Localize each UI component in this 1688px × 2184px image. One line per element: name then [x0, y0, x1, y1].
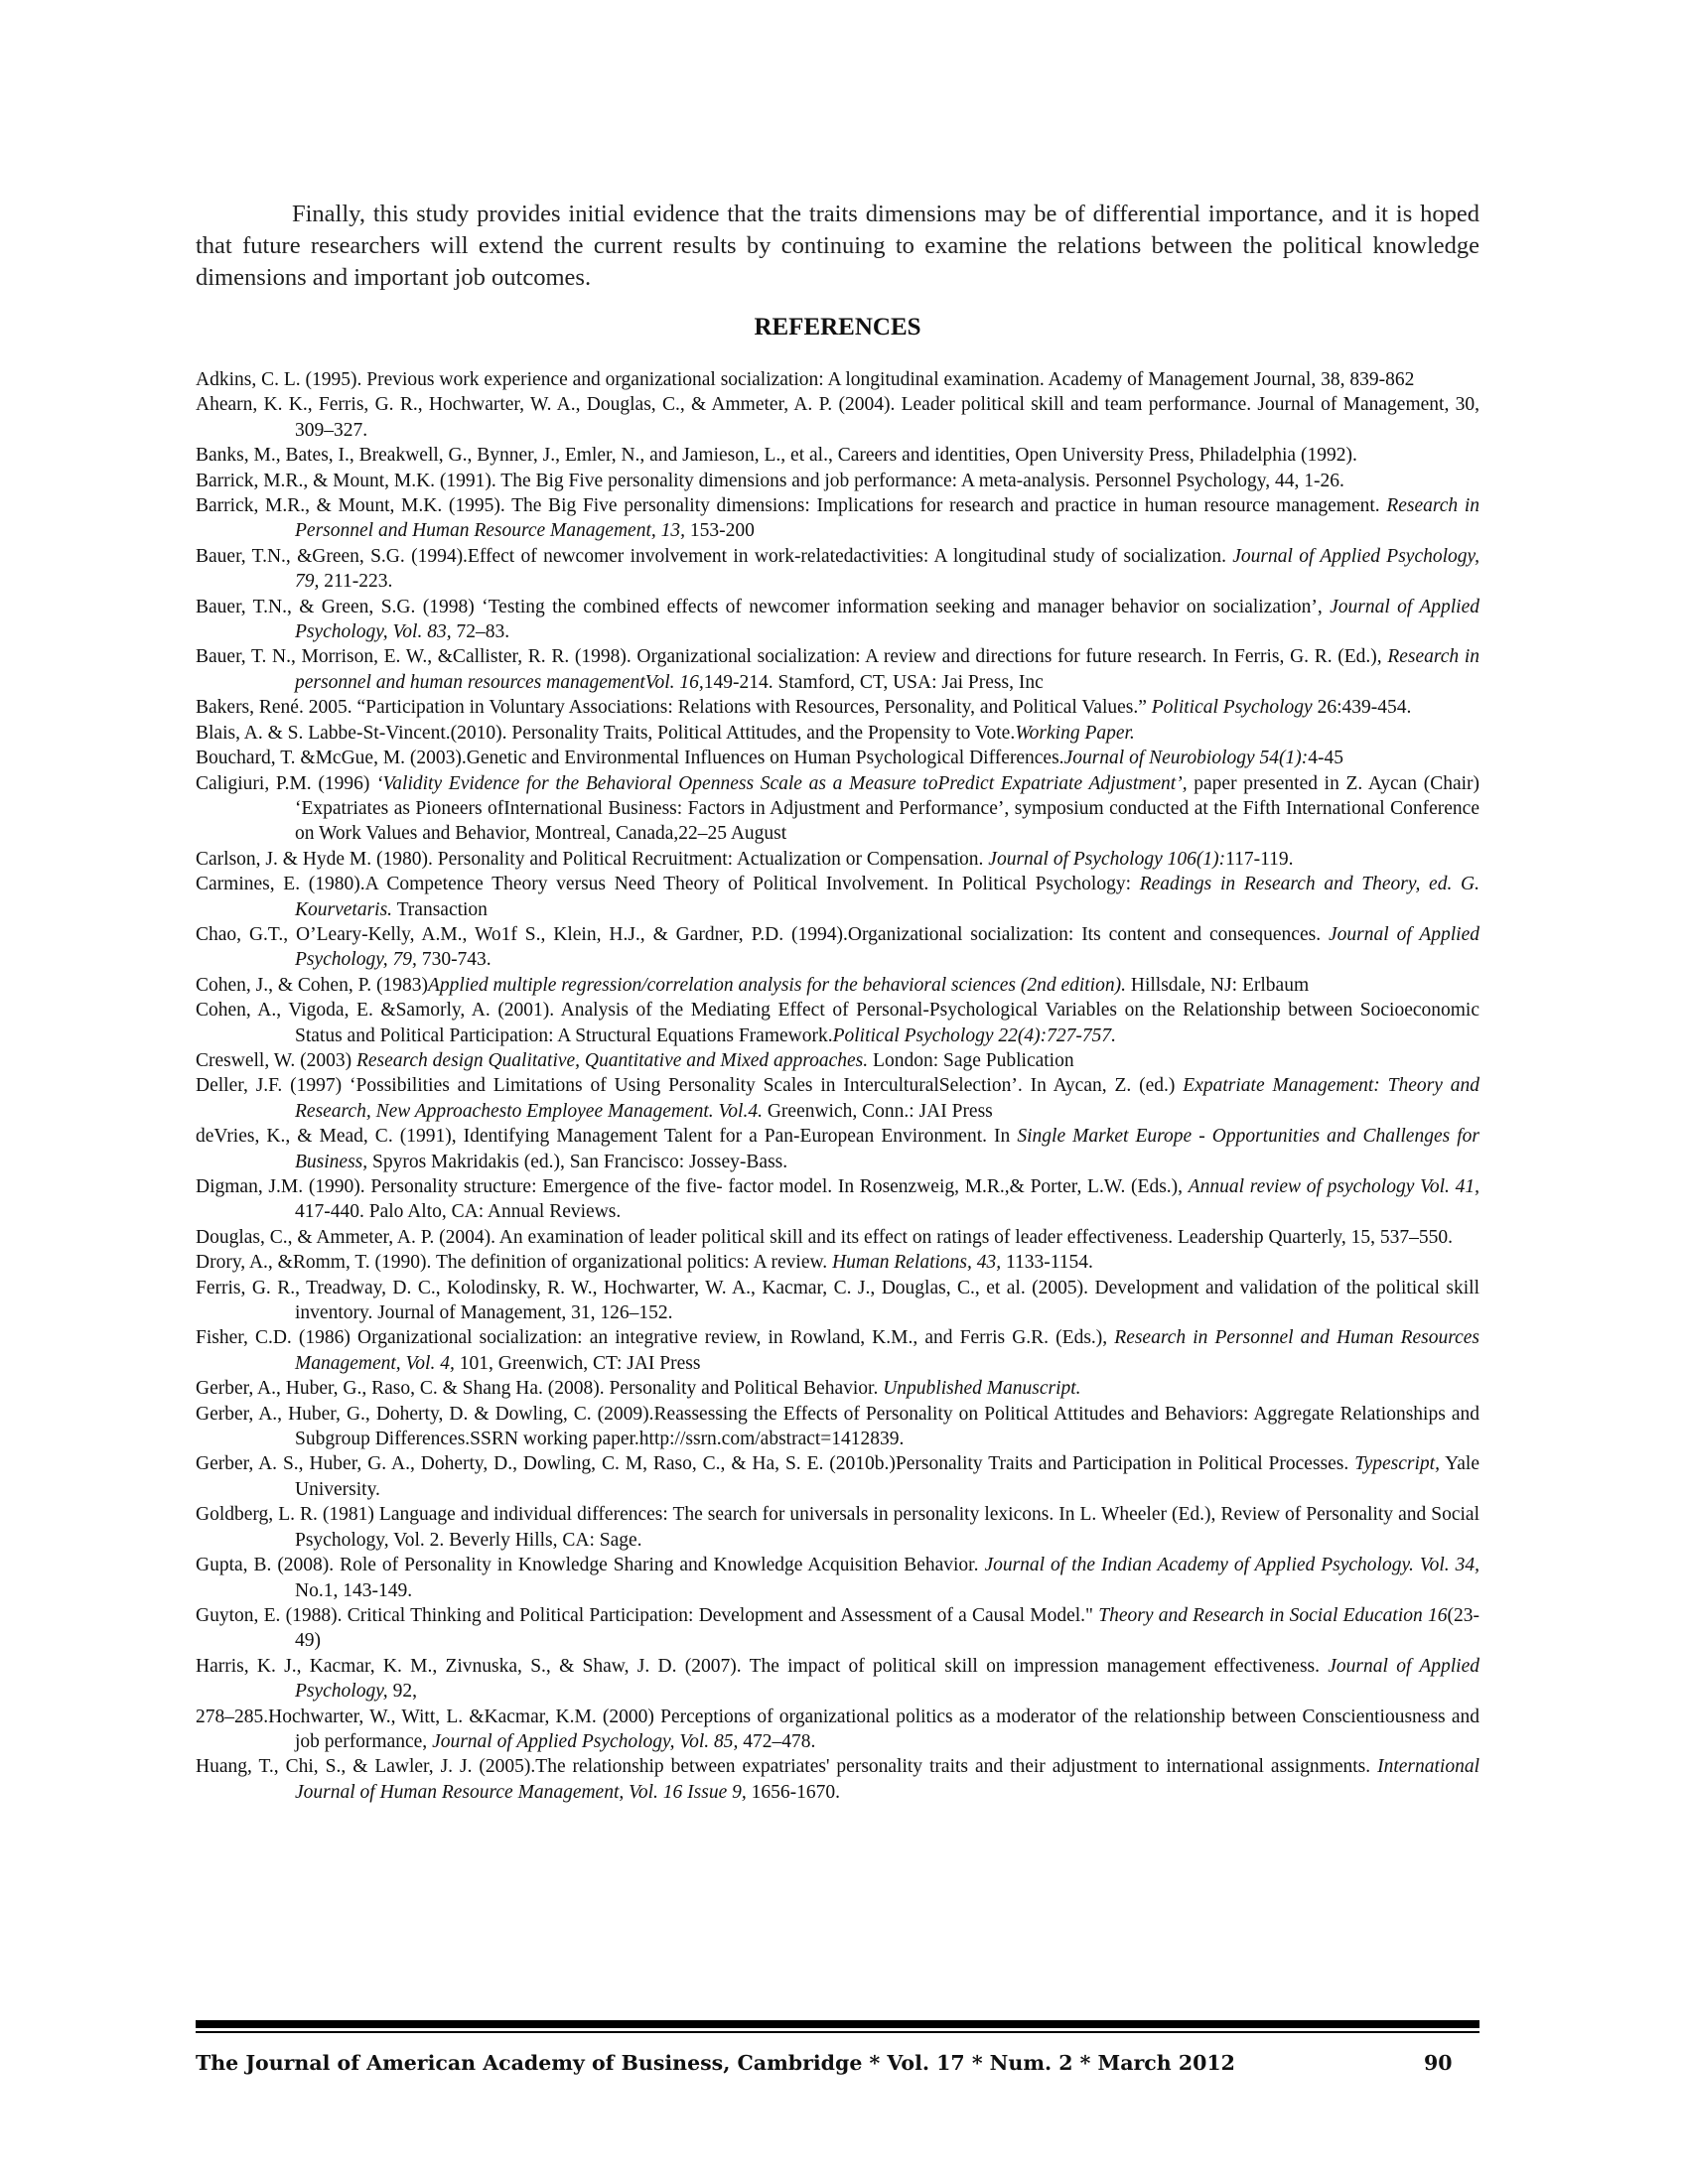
footer-rule-thin [196, 2031, 1479, 2033]
reference-text: Fisher, C.D. (1986) Organizational socialization: an integrative review, in Rowland, K.M., and Ferris G.R. (Eds.), [196, 1327, 1115, 1349]
reference-entry [196, 847, 1479, 872]
reference-entry [196, 367, 1479, 392]
reference-text: Carlson, J. & Hyde M. (1980). Personality and Political Recruitment: Actualization or Compensation. [196, 848, 989, 870]
reference-italic-text: Journal of the Indian Academy of Applied Psychology. Vol. 34, [984, 1555, 1479, 1576]
reference-text: Harris, K. J., Kacmar, K. M., Zivnuska, S., & Shaw, J. D. (2007). The impact of political skill on impression management effectiveness. [196, 1655, 1329, 1677]
reference-entry [196, 695, 1479, 720]
reference-italic-text: Journal of Applied Psychology, 79, [295, 923, 1479, 971]
footer-rule-thick [196, 2020, 1479, 2028]
reference-text: Goldberg, L. R. (1981) Language and individual differences: The search for universals in personality lexicons. In L. Wheeler (Ed.), Review of Personality and Social Psychology, Vol. 2. Beverly Hills, CA: Sage. [196, 1504, 1479, 1551]
reference-italic-text: Single Market Europe - Opportunities and Challenges for Business, [295, 1126, 1480, 1172]
reference-text: 730-743. [416, 949, 492, 971]
reference-italic-text: Readings in Research and Theory, ed. G. Kourvetaris. [295, 874, 1479, 920]
reference-text: Ahearn, K. K., Ferris, G. R., Hochwarter, W. A., Douglas, C., & Ammeter, A. P. (2004). Leader political skill and team performance. Journal of Management, 30, 309–327. [196, 394, 1479, 441]
reference-text: Chao, G.T., O’Leary-Kelly, A.M., Wo1f S., Klein, H.J., & Gardner, P.D. (1994).Organizational socialization: Its content and consequences. [196, 923, 1330, 945]
reference-italic-text: Expatriate Management: Theory and Research, New Approachesto Employee Management. Vol.4. [295, 1075, 1480, 1122]
reference-entry [196, 469, 1479, 493]
reference-italic-text: Applied multiple regression/correlation analysis for the behavioral sciences (2nd edition). [428, 974, 1126, 996]
reference-entry [196, 1250, 1479, 1275]
reference-italic-text: Research design Qualitative, Quantitative and Mixed approaches. [355, 1049, 869, 1071]
reference-text: Blais, A. & S. Labbe-St-Vincent.(2010). Personality Traits, Political Attitudes, and the Propensity to Vote. [196, 722, 1016, 744]
reference-italic-text: Research in personnel and human resources managementVol. 16, [295, 646, 1479, 693]
references-list [196, 367, 1479, 1805]
reference-entry [196, 1603, 1479, 1654]
reference-text: Adkins, C. L. (1995). Previous work experience and organizational socialization: A longitudinal examination. Academy of Management Journal, 38, 839-862 [196, 369, 1415, 390]
reference-text: 1133-1154. [1001, 1252, 1093, 1274]
reference-italic-text: Research in Personnel and Human Resource Management, 13, [295, 495, 1479, 542]
reference-text: Douglas, C., & Ammeter, A. P. (2004). An examination of leader political skill and its effect on ratings of leader effectiveness. Leadership Quarterly, 15, 537–550. [196, 1226, 1454, 1248]
reference-text: 101, Greenwich, CT: JAI Press [454, 1352, 701, 1374]
reference-italic-text: Journal of Applied Psychology, Vol. 83, [295, 596, 1479, 643]
reference-text: Bauer, T. N., Morrison, E. W., &Callister, R. R. (1998). Organizational socialization: A review and directions for future research. In Ferris, G. R. (Ed.), [196, 646, 1388, 668]
reference-entry [196, 721, 1479, 746]
reference-italic-text: Journal of Neurobiology 54(1): [1063, 748, 1309, 769]
reference-text: 117-119. [1225, 848, 1294, 870]
reference-text: Transaction [392, 898, 488, 920]
reference-text: 1656-1670. [746, 1781, 840, 1803]
reference-text: Gerber, A. S., Huber, G. A., Doherty, D., Dowling, C. M, Raso, C., & Ha, S. E. (2010b.)Personality Traits and Participation in Political Processes. [196, 1453, 1355, 1475]
reference-text: paper presented in Z. Aycan (Chair) ‘Expatriates as Pioneers ofInternational Business: Factors in Adjustment and Performance’, symposium conducted at the Fifth International Conference on Work Values and Behavior, Montreal, Canada,22–25 August [295, 772, 1480, 845]
reference-italic-text: Journal of Psychology 106(1): [988, 848, 1226, 870]
footer-journal-title: The Journal of American Academy of Business, Cambridge * Vol. 17 * Num. 2 * March 2012 [196, 2051, 1235, 2075]
reference-text: Cohen, J., & Cohen, P. (1983) [196, 974, 428, 996]
reference-text: Creswell, W. (2003) [196, 1049, 356, 1071]
reference-text: 149-214. Stamford, CT, USA: Jai Press, Inc [703, 671, 1044, 693]
references-heading: REFERENCES [754, 314, 921, 341]
reference-text: London: Sage Publication [868, 1049, 1074, 1071]
reference-text: Gerber, A., Huber, G., Doherty, D. & Dowling, C. (2009).Reassessing the Effects of Personality on Political Attitudes and Behaviors: Aggregate Relationships and Subgroup Differences.SSRN working paper.http://ssrn.com/abstract=1412839. [196, 1403, 1479, 1450]
reference-text: Yale University. [295, 1453, 1480, 1500]
reference-entry [196, 872, 1479, 922]
reference-text: Barrick, M.R., & Mount, M.K. (1991). The Big Five personality dimensions and job performance: A meta-analysis. Personnel Psychology, 44, 1-26. [196, 470, 1344, 491]
reference-entry [196, 493, 1479, 544]
reference-text: Cohen, A., Vigoda, E. &Samorly, A. (2001). Analysis of the Mediating Effect of Personal-Psychological Variables on the Relationship between Socioeconomic Status and Political Participation: A Structural Equations Framework. [196, 1000, 1479, 1046]
reference-italic-text: Working Paper. [1015, 722, 1135, 744]
reference-entry [196, 1754, 1479, 1805]
reference-italic-text: Typescript, [1354, 1453, 1440, 1475]
reference-text: (23-49) [295, 1604, 1479, 1652]
reference-text: 4-45 [1308, 748, 1344, 769]
reference-text: Drory, A., &Romm, T. (1990). The definition of organizational politics: A review. [196, 1252, 833, 1274]
reference-text: 72–83. [451, 621, 510, 643]
reference-entry [196, 1225, 1479, 1250]
reference-text: 278–285.Hochwarter, W., Witt, L. &Kacmar, K.M. (2000) Perceptions of organizational politics as a moderator of the relationship between Conscientiousness and job performance, [196, 1706, 1479, 1752]
reference-text: 211-223. [319, 571, 393, 593]
reference-text: Spyros Makridakis (ed.), San Francisco: Jossey-Bass. [367, 1151, 788, 1172]
reference-text: Digman, J.M. (1990). Personality structure: Emergence of the five- factor model. In Rosenzweig, M.R.,& Porter, L.W. (Eds.), [196, 1176, 1189, 1197]
reference-entry [196, 392, 1479, 443]
reference-entry [196, 746, 1479, 770]
reference-text: 153-200 [685, 520, 755, 542]
reference-text: Bakers, René. 2005. “Participation in Voluntary Associations: Relations with Resources, Personality, and Political Values.” [196, 697, 1152, 719]
reference-text: 472–478. [738, 1730, 816, 1752]
reference-entry [196, 595, 1479, 645]
reference-text: Hillsdale, NJ: Erlbaum [1125, 974, 1310, 996]
reference-entry [196, 443, 1479, 468]
reference-text: Bauer, T.N., &Green, S.G. (1994).Effect of newcomer involvement in work-relatedactivities: A longitudinal study of socialization. [196, 545, 1233, 567]
reference-text: Gupta, B. (2008). Role of Personality in Knowledge Sharing and Knowledge Acquisition Behavior. [196, 1555, 985, 1576]
reference-italic-text: Journal of Applied Psychology, Vol. 85, [432, 1730, 739, 1752]
intro-paragraph: Finally, this study provides initial evidence that the traits dimensions may be of differential importance, and it is hoped that future researchers will extend the current results by continuing to examine the relations between the political knowledge dimensions and important job outcomes. [196, 201, 1479, 291]
reference-text: 26:439-454. [1312, 697, 1412, 719]
reference-italic-text: Research in Personnel and Human Resources Management, Vol. 4, [295, 1327, 1479, 1374]
reference-text: Deller, J.F. (1997) ‘Possibilities and Limitations of Using Personality Scales in InterculturalSelection’. In Aycan, Z. (ed.) [196, 1075, 1184, 1097]
reference-text: Caligiuri, P.M. (1996) [196, 772, 377, 794]
reference-italic-text: Annual review of psychology Vol. 41, [1188, 1176, 1479, 1197]
reference-entry [196, 1073, 1479, 1124]
reference-text: 92, [387, 1681, 417, 1703]
reference-entry [196, 644, 1479, 695]
reference-entry [196, 544, 1479, 595]
reference-text: 417-440. Palo Alto, CA: Annual Reviews. [295, 1201, 622, 1223]
reference-entry [196, 922, 1479, 973]
reference-italic-text: Journal of Applied Psychology, [295, 1655, 1479, 1703]
reference-text: Greenwich, Conn.: JAI Press [762, 1100, 993, 1122]
reference-italic-text: Political Psychology 22(4):727-757. [832, 1024, 1116, 1046]
reference-entry [196, 1276, 1479, 1326]
reference-text: Ferris, G. R., Treadway, D. C., Kolodinsky, R. W., Hochwarter, W. A., Kacmar, C. J., Douglas, C., et al. (2005). Development and validation of the political skill inventory. Journal of Management, 31, 126–152. [196, 1277, 1479, 1324]
reference-italic-text: Journal of Applied Psychology, 79, [295, 545, 1479, 593]
reference-entry [196, 771, 1479, 847]
reference-text: Huang, T., Chi, S., & Lawler, J. J. (2005).The relationship between expatriates' personality traits and their adjustment to international assignments. [196, 1756, 1378, 1778]
reference-entry [196, 1451, 1479, 1502]
reference-text: Guyton, E. (1988). Critical Thinking and Political Participation: Development and Assessment of a Causal Model." [196, 1604, 1099, 1626]
reference-text: deVries, K., & Mead, C. (1991), Identifying Management Talent for a Pan-European Environment. In [196, 1126, 1018, 1148]
reference-text: Carmines, E. (1980).A Competence Theory versus Need Theory of Political Involvement. In Political Psychology: [196, 874, 1140, 895]
reference-italic-text: Political Psychology [1151, 697, 1313, 719]
reference-text: Barrick, M.R., & Mount, M.K. (1995). The Big Five personality dimensions: Implications for research and practice in human resource management. [196, 495, 1387, 517]
reference-text: Gerber, A., Huber, G., Raso, C. & Shang Ha. (2008). Personality and Political Behavior. [196, 1378, 884, 1400]
reference-entry [196, 1174, 1479, 1225]
reference-entry [196, 1502, 1479, 1553]
reference-entry [196, 1325, 1479, 1376]
reference-entry [196, 1553, 1479, 1603]
reference-entry [196, 1402, 1479, 1452]
reference-entry [196, 973, 1479, 998]
reference-text: No.1, 143-149. [295, 1579, 413, 1601]
page-number: 90 [1424, 2051, 1453, 2075]
reference-italic-text: ‘Validity Evidence for the Behavioral Openness Scale as a Measure toPredict Expatriate Adjustment’, [376, 772, 1188, 794]
reference-text: Banks, M., Bates, I., Breakwell, G., Bynner, J., Emler, N., and Jamieson, L., et al., Careers and identities, Open University Press, Philadelphia (1992). [196, 445, 1357, 467]
reference-italic-text: International Journal of Human Resource Management, Vol. 16 Issue 9, [295, 1756, 1479, 1803]
reference-entry [196, 1376, 1479, 1401]
reference-entry [196, 1048, 1479, 1073]
reference-italic-text: Unpublished Manuscript. [883, 1378, 1081, 1400]
reference-text: Bouchard, T. &McGue, M. (2003).Genetic and Environmental Influences on Human Psychological Differences. [196, 748, 1064, 769]
reference-entry [196, 998, 1479, 1048]
reference-entry [196, 1124, 1479, 1174]
reference-entry [196, 1705, 1479, 1755]
reference-italic-text: Theory and Research in Social Education 16 [1098, 1604, 1448, 1626]
reference-italic-text: Human Relations, 43, [832, 1252, 1002, 1274]
reference-text: Bauer, T.N., & Green, S.G. (1998) ‘Testing the combined effects of newcomer information seeking and manager behavior on socialization’, [196, 596, 1331, 617]
reference-entry [196, 1654, 1479, 1705]
